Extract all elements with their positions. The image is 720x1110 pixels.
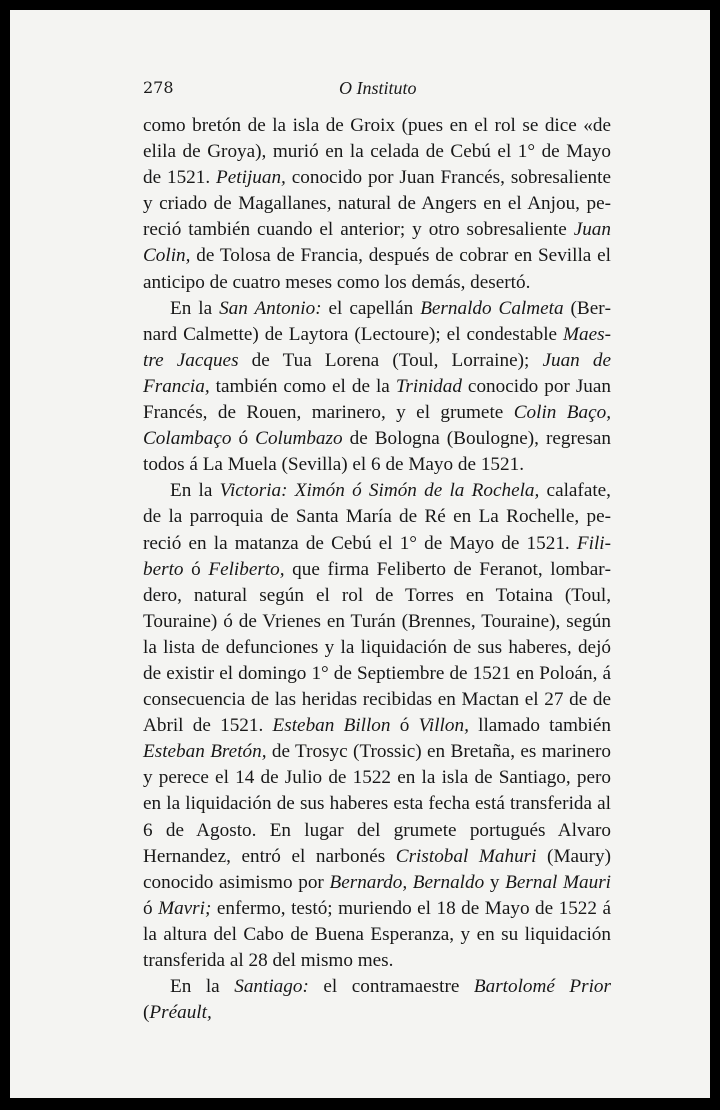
text-run: como bretón de la isla de Groix (pues en el rol se dice «de elila de Groya), murió en la celada de Cebú el 1° de Mayo de 1521. xyxy=(143,115,611,189)
italic-run: Colin Baço, xyxy=(513,402,611,424)
italic-run: Préault, xyxy=(149,1002,212,1024)
page-header xyxy=(143,78,625,108)
text-run: ó xyxy=(183,558,209,580)
paragraph-3 xyxy=(143,478,611,974)
text-run: (Bernard Calmette) de Laytora (Lectoure); el condestable xyxy=(143,297,611,345)
text-run: En la xyxy=(170,480,220,502)
italic-run: Bernardo, Bernaldo xyxy=(329,871,485,893)
text-run: de Bologna (Boulogne), regresan todos á La Muela (Sevilla) el 6 de Mayo de 1521. xyxy=(143,428,611,476)
text-run: de Trosyc (Trossic) en Bretaña, es marinero y perece el 14 de Julio de 1522 en la isla de Santiago, pero en la liquidación de sus haberes esta fecha está transferida al 6 de Agosto. En lugar del grumete portugués Alvaro Hernandez, entró el narbonés xyxy=(143,741,612,867)
text-run: ó xyxy=(231,428,256,450)
italic-run: Juan Colin, xyxy=(143,219,611,267)
text-run: que firma Feliberto de Feranot, lombardero, natural según el rol de Torres en Totaina (Toul, Touraine) ó de Vrienes en Turán (Brennes, Touraine), según la lista de defunciones y la liquidación de sus haberes, dejó de existir el domingo 1° de Septiembre de 1521 en Poloán, á consecuencia de las heridas recibidas en Mactan el 27 de de Abril de 1521. xyxy=(143,558,612,737)
italic-run: Esteban Bretón, xyxy=(143,741,267,763)
italic-run: Trinidad xyxy=(395,375,462,397)
text-run: de Tua Lorena (Toul, Lorraine); xyxy=(238,349,543,371)
italic-run: Cristobal Mahuri xyxy=(395,845,537,867)
italic-run: Bernal Mauri xyxy=(505,871,612,893)
italic-run: Columbazo xyxy=(255,428,343,450)
italic-run: San Antonio: xyxy=(219,297,322,319)
italic-run: Mavri; xyxy=(158,897,212,919)
italic-run: Villon, xyxy=(418,715,469,737)
text-run: de Tolosa de Francia, después de cobrar en Sevilla el anticipo de cuatro meses como los demás, desertó. xyxy=(143,245,611,293)
text-run: también como el de la xyxy=(209,375,396,397)
italic-run: Juan de Francia, xyxy=(143,349,611,397)
text-run: ó xyxy=(390,715,419,737)
text-run: el capellán xyxy=(321,297,421,319)
text-run: ( xyxy=(143,1002,150,1024)
body-text xyxy=(143,113,611,1026)
text-run: el contramaestre xyxy=(308,976,474,998)
text-run: En la xyxy=(170,297,220,319)
text-run: conocido por Juan Francés, sobresaliente y criado de Magallanes, natural de Angers en el Anjou, pereció también cuando el anterior; y otro sobresaliente xyxy=(143,167,611,241)
text-run: conocido por Juan Francés, de Rouen, marinero, y el grumete xyxy=(143,375,611,424)
page-number: 278 xyxy=(143,78,174,97)
italic-run: Maestre Jacques xyxy=(143,323,611,371)
italic-run: Filiberto xyxy=(143,532,611,580)
paragraph-4 xyxy=(143,974,611,1026)
italic-run: Petijuan, xyxy=(216,167,286,189)
paragraph-2 xyxy=(143,296,611,479)
italic-run: Bartolomé Prior xyxy=(473,976,611,998)
italic-run: Bernaldo Calmeta xyxy=(420,297,564,319)
book-page xyxy=(10,10,710,1098)
italic-run: Feliberto, xyxy=(208,558,285,580)
text-run: enfermo, testó; muriendo el 18 de Mayo de 1522 á la altura del Cabo de Buena Esperanza, y en su liquidación transferida al 28 del mismo mes. xyxy=(143,897,611,971)
text-run: En la xyxy=(170,976,235,998)
text-run: (Maury) conocido asimismo por xyxy=(143,845,611,893)
italic-run: Victoria: Ximón ó Simón de la Rochela, xyxy=(219,480,540,502)
italic-run: Colambaço xyxy=(143,428,232,450)
italic-run: Esteban Billon xyxy=(272,715,391,737)
text-run: calafate, de la parroquia de Santa María de Ré en La Rochelle, pereció en la matanza de Cebú el 1° de Mayo de 1521. xyxy=(143,480,611,554)
running-title: O Instituto xyxy=(339,78,417,98)
text-run: ó xyxy=(143,897,159,919)
text-run: llamado también xyxy=(468,715,611,737)
paragraph-1 xyxy=(143,113,611,296)
text-run: y xyxy=(484,871,506,893)
italic-run: Santiago: xyxy=(234,976,309,998)
